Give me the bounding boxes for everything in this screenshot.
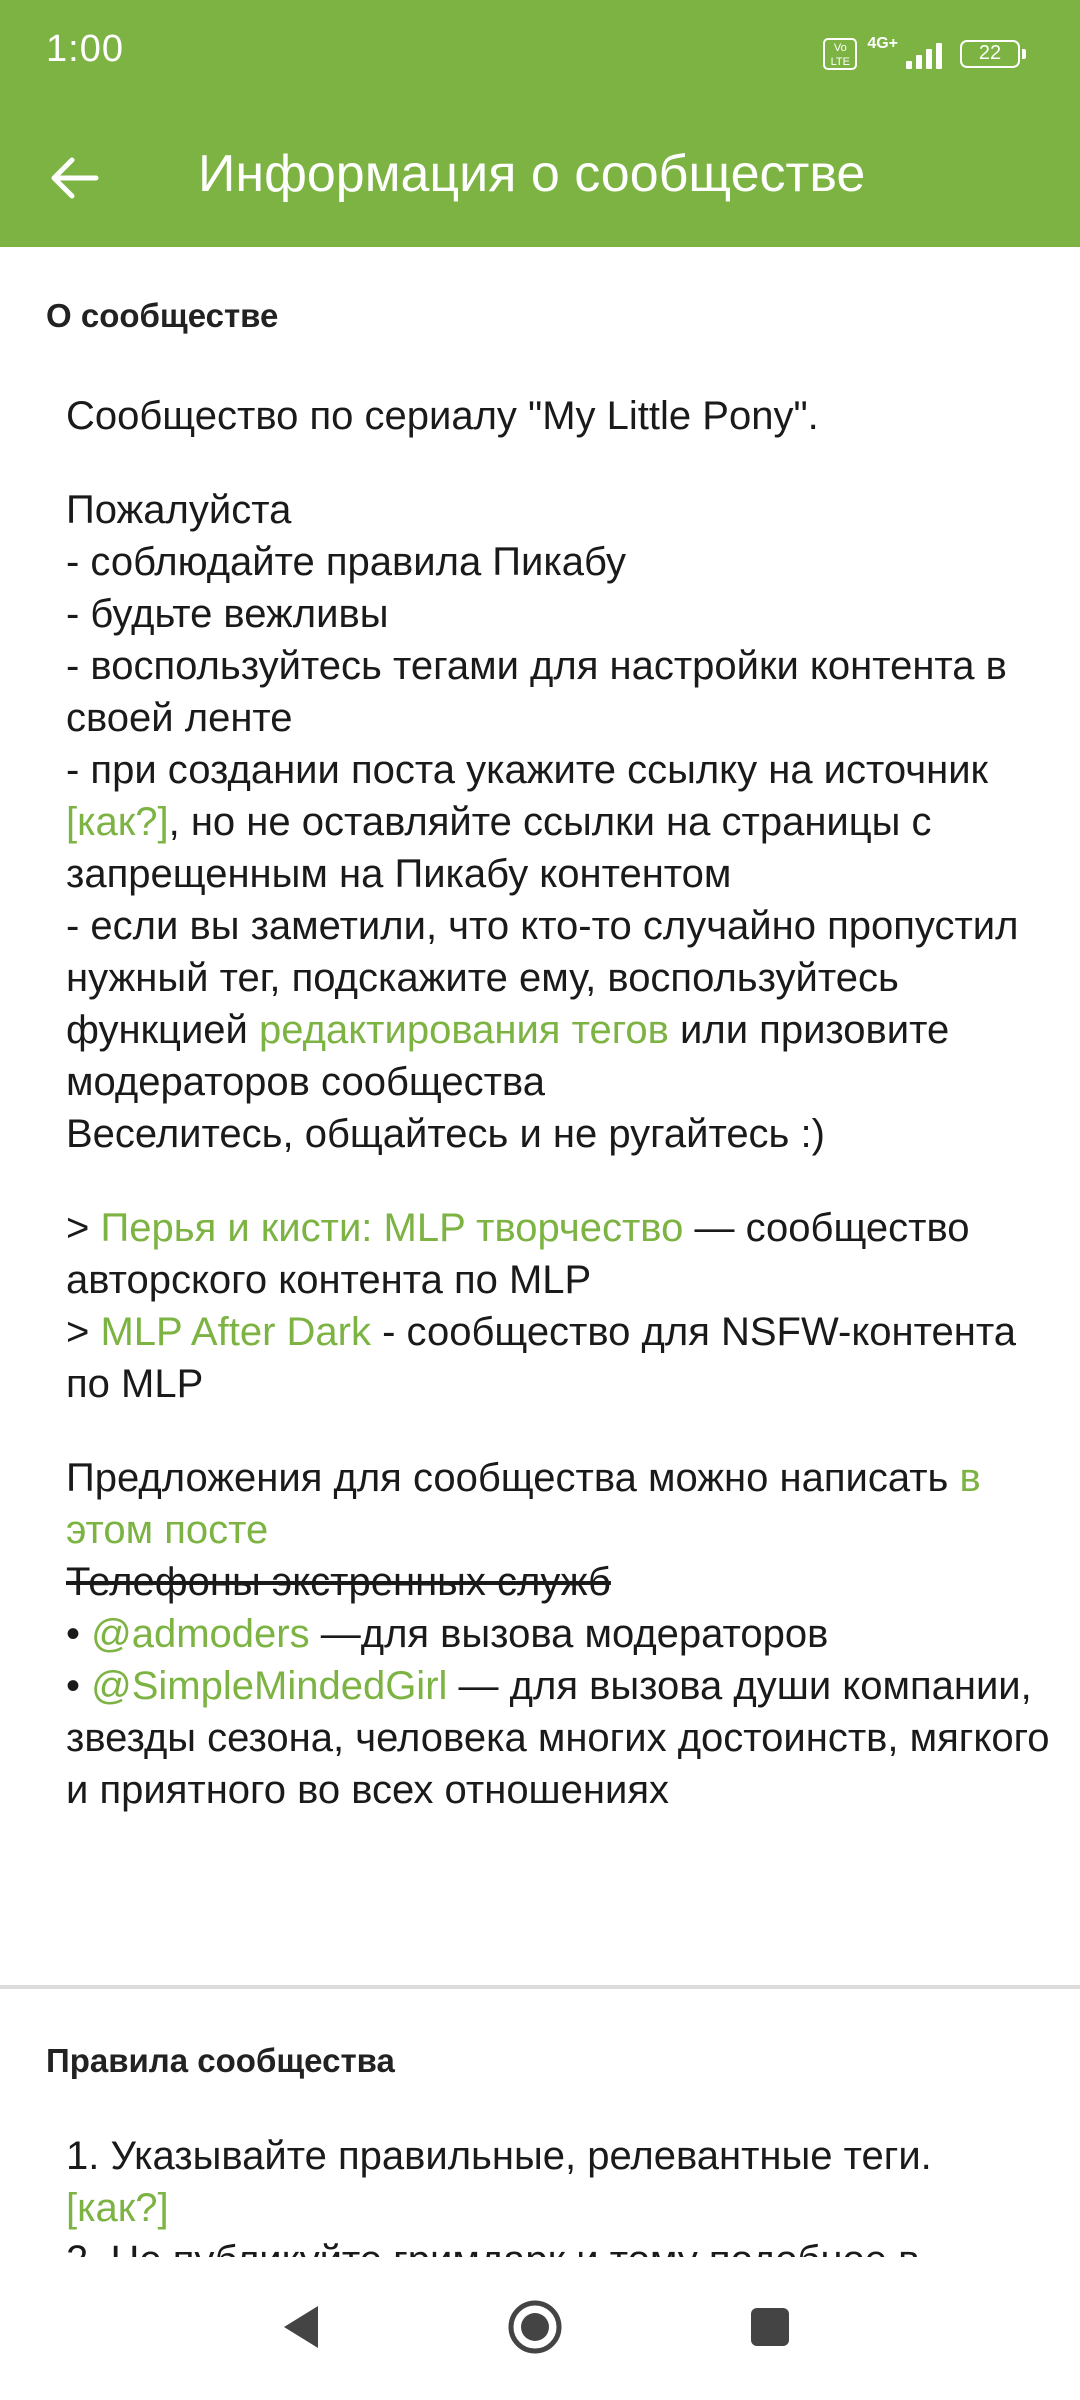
- recents-square-icon: [748, 2305, 792, 2349]
- closing-text: Веселитесь, общайтесь и не ругайтесь :): [66, 1112, 825, 1156]
- related-text: - сообщество для NSFW-контента по MLP: [66, 1310, 1016, 1406]
- contact-item: [66, 1660, 1056, 1816]
- rule-text-part: - если вы заметили, что кто-то случайно пропустил нужный тег, подскажите ему, воспользуйтесь функцией: [66, 904, 1019, 1052]
- rule-text: - соблюдайте правила Пикабу: [66, 540, 627, 584]
- section-divider: [0, 1985, 1080, 1989]
- rule-text-part: , но не оставляйте ссылки на страницы с запрещенным на Пикабу контентом: [66, 800, 932, 896]
- about-text: [66, 390, 1056, 1858]
- home-circle-icon: [505, 2297, 565, 2357]
- suggestions-post-link[interactable]: в этом посте: [66, 1456, 981, 1552]
- battery-level: 22: [978, 42, 1002, 64]
- rule-text: [66, 744, 1056, 900]
- rules-lead: Пожалуйста: [66, 488, 292, 532]
- status-bar: [0, 0, 1080, 110]
- simplemindedgirl-link[interactable]: @SimpleMindedGirl: [91, 1664, 448, 1708]
- content-scroll[interactable]: [0, 247, 1080, 2257]
- battery-icon: [960, 40, 1020, 68]
- rule-text: [66, 900, 1056, 1108]
- admoders-link[interactable]: @admoders: [91, 1612, 310, 1656]
- signal-icon: [906, 39, 942, 69]
- suggestions-text: [66, 1452, 1056, 1556]
- back-triangle-icon: [278, 2302, 322, 2352]
- related-prefix: >: [66, 1310, 101, 1354]
- volte-icon: Vo LTE: [823, 38, 857, 70]
- rule-text-part: - при создании поста укажите ссылку на источник: [66, 748, 989, 792]
- rule-text: - будьте вежливы: [66, 592, 389, 636]
- arrow-back-icon: [50, 156, 100, 200]
- nav-back-button[interactable]: [255, 2287, 345, 2367]
- community-link-art[interactable]: Перья и кисти: MLP творчество: [100, 1206, 684, 1250]
- status-time: 1:00: [46, 28, 124, 70]
- how-link[interactable]: [как?]: [66, 800, 169, 844]
- back-button[interactable]: [30, 138, 120, 218]
- contact-text: — для вызова души компании, звезды сезона, человека многих достоинств, мягкого и приятного во всех отношениях: [66, 1664, 1050, 1812]
- how-link[interactable]: [как?]: [66, 2186, 169, 2230]
- edit-tags-link[interactable]: редактирования тегов: [259, 1008, 669, 1052]
- contact-item: [66, 1608, 1056, 1660]
- nav-recents-button[interactable]: [725, 2287, 815, 2367]
- app-bar: [0, 110, 1080, 247]
- status-icons: [823, 34, 1020, 74]
- related-community: [66, 1306, 1056, 1410]
- community-link-after-dark[interactable]: MLP After Dark: [100, 1310, 371, 1354]
- emergency-heading: Телефоны экстренных служб: [66, 1560, 611, 1604]
- nav-home-button[interactable]: [490, 2287, 580, 2367]
- rule-text: - воспользуйтесь тегами для настройки контента в своей ленте: [66, 644, 1007, 740]
- related-prefix: >: [66, 1206, 101, 1250]
- navigation-bar: [0, 2257, 1080, 2400]
- contact-text: —для вызова модераторов: [309, 1612, 829, 1656]
- about-heading: О сообществе: [46, 297, 279, 334]
- network-type: 4G+: [867, 35, 898, 52]
- rule-item: 1. Указывайте правильные, релевантные теги.: [66, 2134, 932, 2178]
- suggestions-lead: Предложения для сообщества можно написать: [66, 1456, 960, 1500]
- bullet: •: [66, 1664, 92, 1708]
- rules-heading: Правила сообщества: [46, 2042, 395, 2079]
- rule-text-part: или призовите модераторов сообщества: [66, 1008, 950, 1104]
- related-community: [66, 1202, 1056, 1306]
- related-text: — сообщество авторского контента по MLP: [66, 1206, 970, 1302]
- intro-text: Сообщество по сериалу "My Little Pony".: [66, 394, 819, 438]
- bullet: •: [66, 1612, 92, 1656]
- page-title: Информация о сообществе: [198, 145, 866, 203]
